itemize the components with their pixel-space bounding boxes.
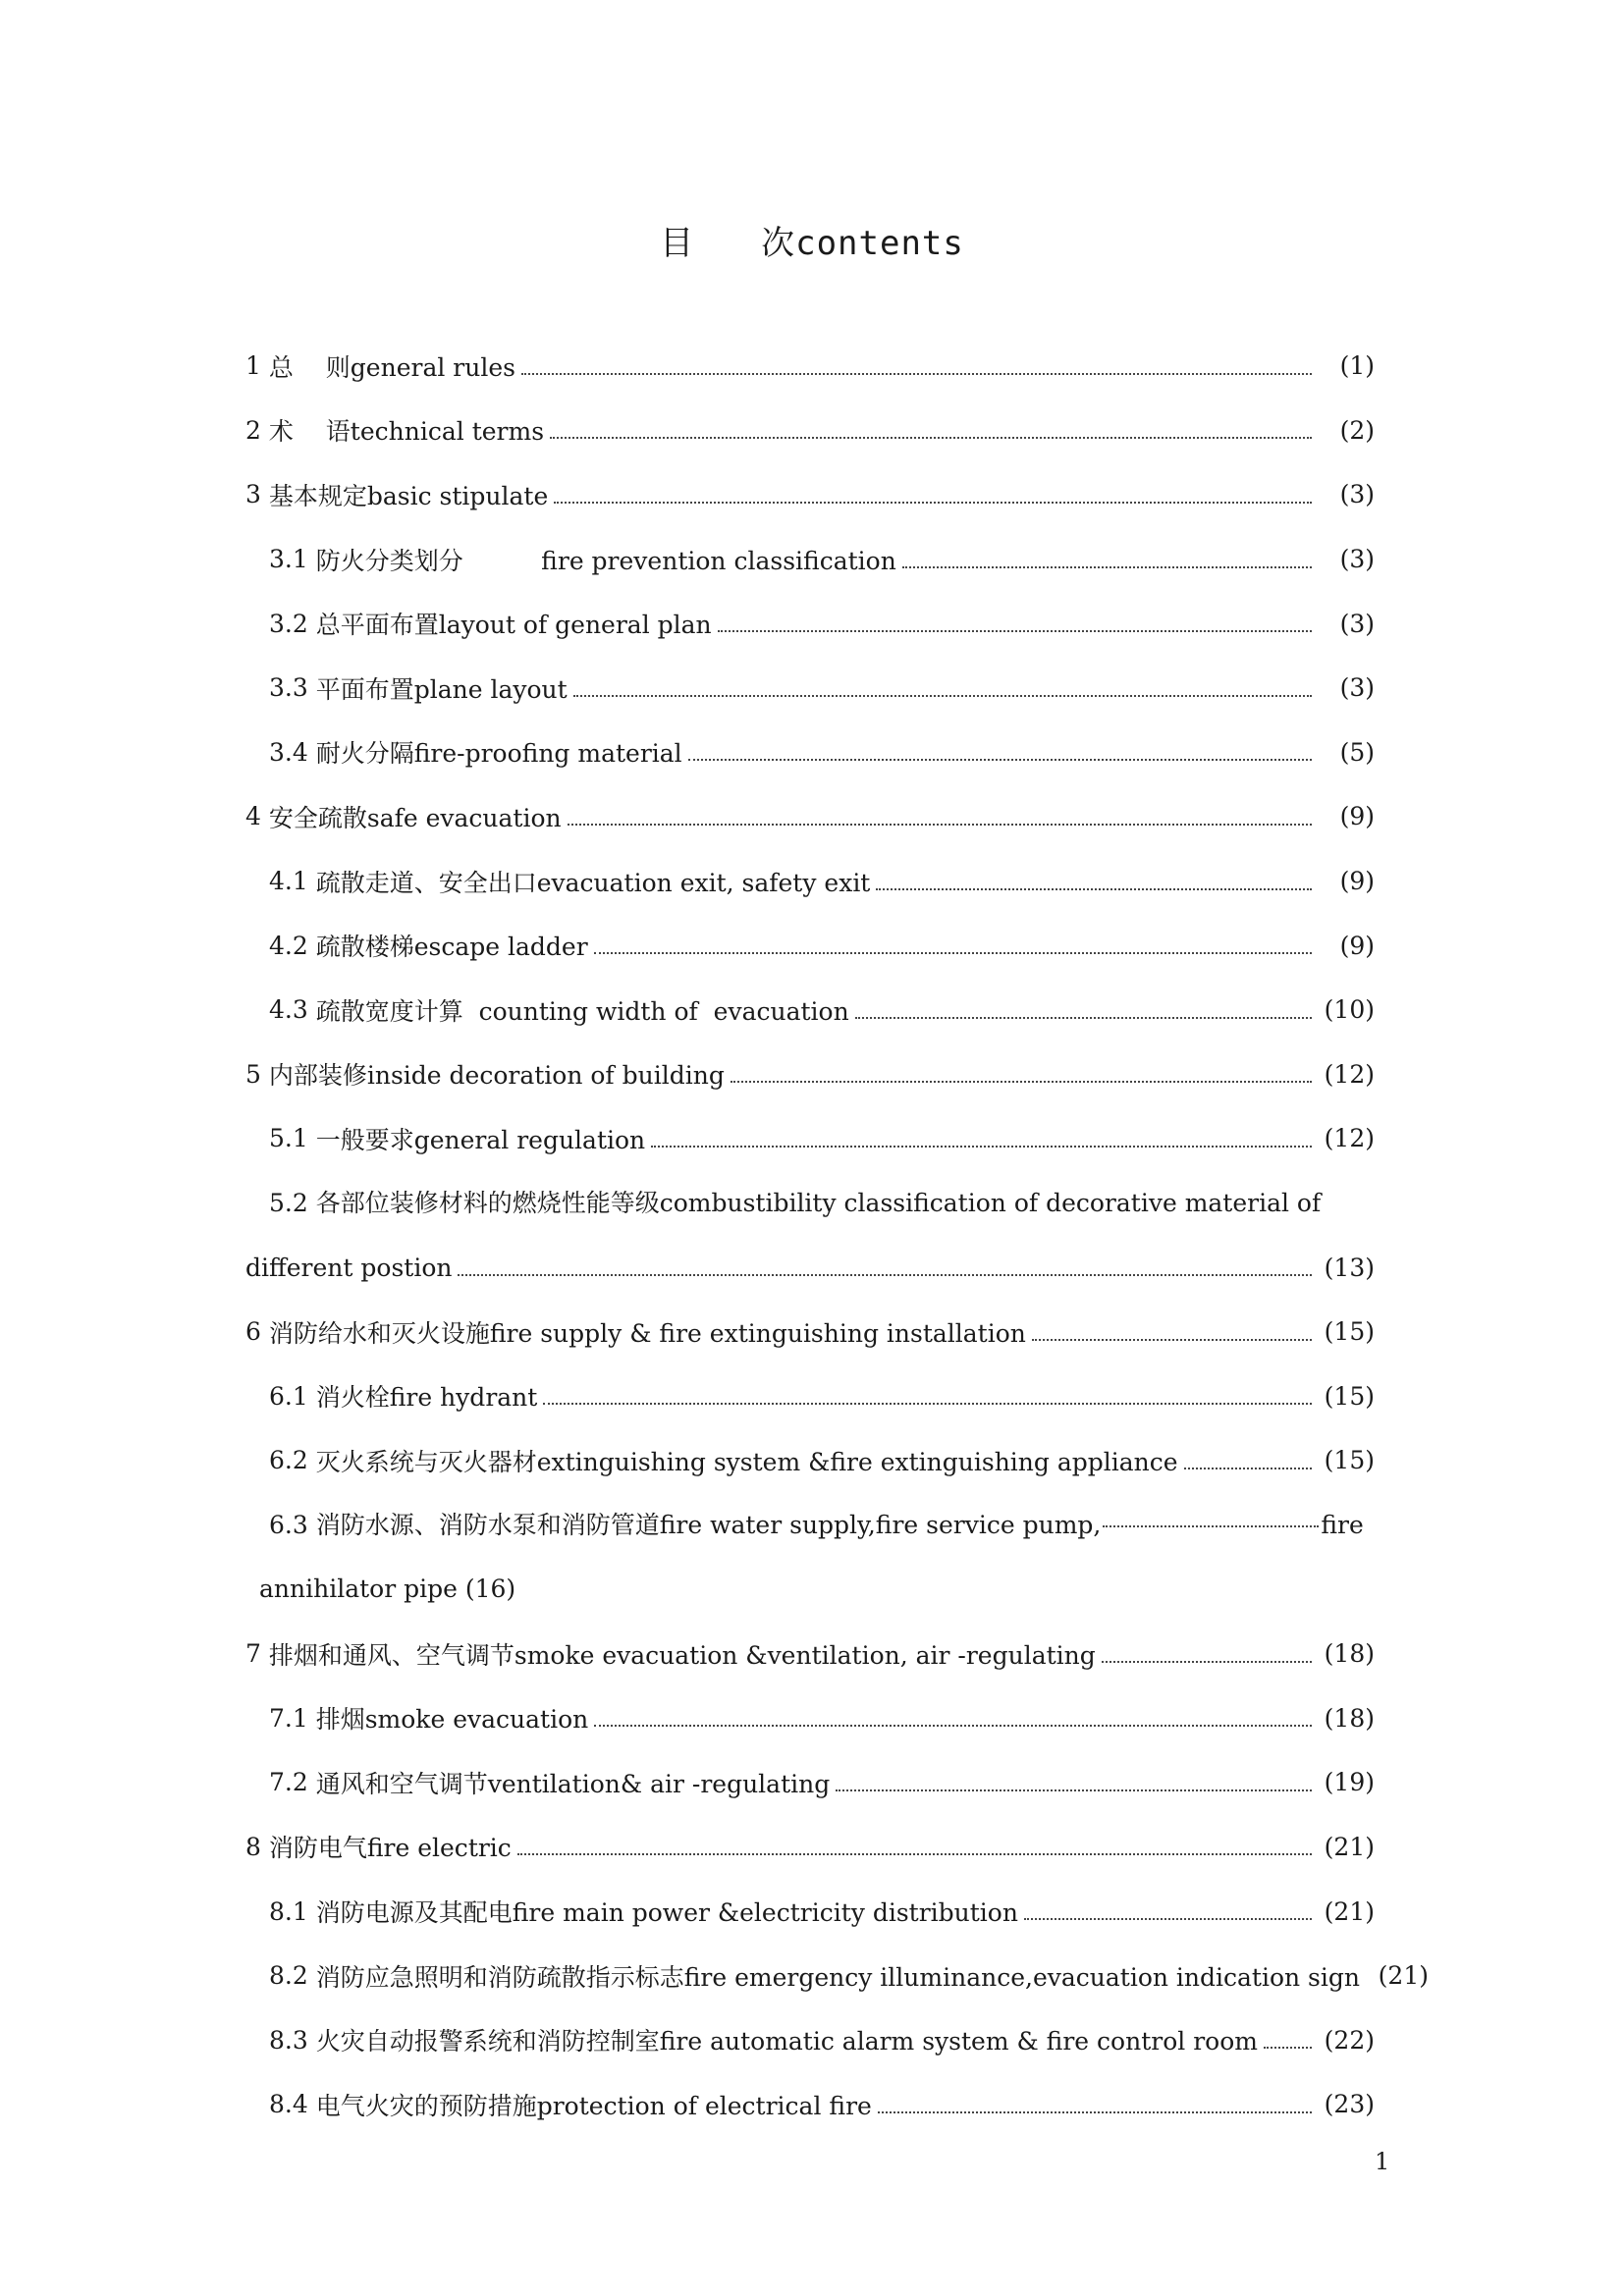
toc-entry-page: (9) xyxy=(1339,931,1375,960)
toc-entry-page: (18) xyxy=(1324,1703,1375,1733)
toc-entry-text: 排烟和通风、空气调节smoke evacuation &ventilation, air -regulating xyxy=(268,1640,1096,1670)
toc-entry-number: 8.4 xyxy=(269,2090,316,2119)
title-cn-2: 次 xyxy=(761,224,796,263)
toc-entry-page: (15) xyxy=(1324,1317,1375,1347)
toc-entry-page: (12) xyxy=(1324,1059,1375,1089)
toc-entry-text: 6.3 消防水源、消防水泵和消防管道fire water supply,fire service pump, xyxy=(269,1510,1102,1539)
dot-leader xyxy=(517,1853,1312,1855)
toc-entry-text: 消防电气fire electric xyxy=(268,1834,512,1863)
toc-entry-number: 8.3 xyxy=(269,2025,316,2055)
toc-entry-number: 2 xyxy=(245,415,269,445)
toc-entry-text: 疏散宽度计算 counting width of evacuation xyxy=(315,996,849,1026)
toc-entry-text: 总平面布置layout of general plan xyxy=(315,611,712,640)
toc-entry-number: 6 xyxy=(245,1317,269,1347)
toc-entry[interactable] xyxy=(245,1622,1375,1686)
toc-entry[interactable] xyxy=(245,1428,1375,1493)
toc-entry-page: (18) xyxy=(1324,1639,1375,1669)
dot-leader xyxy=(1184,1468,1312,1469)
toc-entry-number: 8 xyxy=(245,1832,269,1861)
toc-entry-page: (2) xyxy=(1339,415,1375,445)
toc-entry[interactable] xyxy=(245,1685,1375,1750)
toc-entry[interactable] xyxy=(245,1815,1375,1880)
toc-entry-text: 总 则general rules xyxy=(268,352,515,382)
toc-entry[interactable] xyxy=(245,1364,1375,1429)
toc-entry-number: 4.2 xyxy=(269,931,316,960)
toc-entry-number: 1 xyxy=(245,351,269,381)
toc-entry[interactable] xyxy=(245,849,1375,914)
dot-leader xyxy=(688,759,1312,761)
toc-entry-page: (3) xyxy=(1339,545,1375,574)
toc-entry-text: 火灾自动报警系统和消防控制室fire automatic alarm system & fire control room xyxy=(315,2027,1258,2056)
dot-leader xyxy=(1103,1525,1319,1527)
toc-entry[interactable] xyxy=(245,913,1375,978)
dot-leader xyxy=(876,888,1312,890)
toc-entry[interactable] xyxy=(245,721,1375,785)
toc-entry-number: 6.2 xyxy=(269,1446,316,1475)
toc-entry[interactable] xyxy=(245,1042,1375,1107)
toc-entry-number: 6.1 xyxy=(269,1381,316,1411)
dot-leader xyxy=(836,1789,1312,1791)
toc-entry-number: 3.3 xyxy=(269,673,316,703)
toc-entry-page: (9) xyxy=(1339,802,1375,831)
toc-entry-text: 内部装修inside decoration of building xyxy=(268,1061,725,1091)
toc-entry-text: 消防电源及其配电fire main power &electricity distribution xyxy=(315,1898,1018,1928)
toc-entry[interactable] xyxy=(245,1300,1375,1364)
dot-leader xyxy=(1102,1661,1312,1663)
dot-leader xyxy=(554,502,1312,504)
toc-entry[interactable] xyxy=(245,2007,1375,2072)
dot-leader xyxy=(568,824,1312,826)
toc-entry[interactable] xyxy=(245,1106,1375,1171)
toc-entry-page: (22) xyxy=(1324,2025,1375,2055)
toc-entry-page: (21) xyxy=(1378,1961,1429,1991)
toc-entry-text: 耐火分隔fire-proofing material xyxy=(315,739,682,769)
dot-leader xyxy=(1032,1339,1312,1341)
dot-leader xyxy=(521,373,1312,375)
dot-leader xyxy=(594,1725,1312,1727)
dot-leader xyxy=(1024,1918,1312,1920)
title-en: contents xyxy=(795,224,964,263)
toc-entry[interactable] xyxy=(245,462,1375,527)
toc-entry-text: 电气火灾的预防措施protection of electrical fire xyxy=(315,2091,872,2120)
toc-entry-page: (23) xyxy=(1324,2090,1375,2119)
toc-entry-number: 5.1 xyxy=(269,1124,316,1153)
toc-entry-number: 7 xyxy=(245,1639,269,1669)
toc-entry-page: (19) xyxy=(1324,1768,1375,1797)
toc-entry-text-cont: fire xyxy=(1321,1510,1364,1539)
toc-entry-text: 疏散走道、安全出口evacuation exit, safety exit xyxy=(315,868,871,897)
toc-entry-text: 灭火系统与灭火器材extinguishing system &fire extinguishing appliance xyxy=(315,1447,1178,1476)
toc-entry-page: (21) xyxy=(1324,1832,1375,1861)
toc-entry-number: 3.2 xyxy=(269,609,316,638)
toc-entry-text: 疏散楼梯escape ladder xyxy=(315,933,588,962)
toc-entry[interactable] xyxy=(245,399,1375,463)
toc-entry-text: 5.2 各部位装修材料的燃烧性能等级combustibility classification of decorative material of xyxy=(269,1188,1322,1217)
toc-entry-page: (15) xyxy=(1324,1446,1375,1475)
toc-entry-number: 5 xyxy=(245,1059,269,1089)
toc-entry-text: 术 语technical terms xyxy=(268,417,545,447)
toc-entry-text: 平面布置plane layout xyxy=(315,674,568,704)
dot-leader xyxy=(855,1017,1312,1019)
toc-entry[interactable] xyxy=(245,334,1375,399)
toc-entry-text: 通风和空气调节ventilation& air -regulating xyxy=(315,1769,831,1798)
toc-entry[interactable] xyxy=(245,1750,1375,1815)
toc-entry-number: 3.1 xyxy=(269,545,316,574)
toc-entry-text: 安全疏散safe evacuation xyxy=(268,803,562,832)
toc-entry[interactable] xyxy=(245,1944,1429,2008)
dot-leader xyxy=(550,437,1312,439)
toc-entry-page: (3) xyxy=(1339,609,1375,638)
toc-entry-text: 消防应急照明和消防疏散指示标志fire emergency illuminance,evacuation indication sign xyxy=(315,1962,1360,1992)
dot-leader xyxy=(1264,2047,1312,2049)
toc-entry-number: 7.2 xyxy=(269,1768,316,1797)
toc-entry-page: (1) xyxy=(1339,351,1375,381)
toc-entry[interactable] xyxy=(245,656,1375,721)
toc-entry[interactable] xyxy=(245,527,1375,592)
toc-entry-text: annihilator pipe (16) xyxy=(259,1575,516,1604)
toc-entry-number: 4 xyxy=(245,802,269,831)
toc-entry-text: 基本规定basic stipulate xyxy=(268,481,549,510)
toc-entry-number: 3.4 xyxy=(269,737,316,767)
toc-entry-6-3-line1[interactable] xyxy=(245,1493,1375,1558)
toc-entry-page: (13) xyxy=(1324,1253,1375,1282)
toc-entry-text: 排烟smoke evacuation xyxy=(315,1705,589,1735)
toc-entry-text: different postion xyxy=(245,1253,453,1282)
toc-entry-5-2-line1[interactable] xyxy=(245,1171,1375,1236)
toc-entry-page: (15) xyxy=(1324,1381,1375,1411)
dot-leader xyxy=(878,2111,1312,2113)
toc-entry[interactable] xyxy=(245,784,1375,849)
toc-entry-page: (3) xyxy=(1339,673,1375,703)
dot-leader xyxy=(902,566,1312,568)
toc-entry-page: (10) xyxy=(1324,995,1375,1025)
toc-entry-number: 4.1 xyxy=(269,867,316,896)
toc-entry[interactable] xyxy=(245,591,1375,656)
toc-entry-text: 消火栓fire hydrant xyxy=(315,1383,538,1413)
toc-entry-number: 3 xyxy=(245,480,269,509)
toc-entry-text: 消防给水和灭火设施fire supply & fire extinguishing installation xyxy=(268,1318,1026,1348)
toc-entry-text: 一般要求general regulation xyxy=(315,1125,646,1154)
toc-entry-page: (5) xyxy=(1339,737,1375,767)
toc-entry-6-3-line2[interactable] xyxy=(245,1557,1375,1622)
toc-entry-page: (21) xyxy=(1324,1896,1375,1926)
toc-entry-page: (9) xyxy=(1339,867,1375,896)
toc-entry-text: 防火分类划分 fire prevention classification xyxy=(315,546,896,575)
toc-entry[interactable] xyxy=(245,1879,1375,1944)
toc-entry[interactable] xyxy=(245,2072,1375,2137)
dot-leader xyxy=(543,1403,1312,1405)
toc-entry-page: (12) xyxy=(1324,1124,1375,1153)
page-title xyxy=(0,216,1624,264)
dot-leader xyxy=(718,630,1312,632)
table-of-contents xyxy=(245,334,1429,2137)
dot-leader xyxy=(731,1081,1312,1083)
dot-leader xyxy=(594,952,1312,954)
dot-leader xyxy=(458,1274,1312,1276)
toc-entry-5-2-line2[interactable] xyxy=(245,1235,1375,1300)
toc-entry-number: 8.2 xyxy=(269,1961,316,1991)
toc-entry-number: 8.1 xyxy=(269,1896,316,1926)
page-number: 1 xyxy=(1375,2148,1390,2175)
toc-entry-number: 7.1 xyxy=(269,1703,316,1733)
toc-entry[interactable] xyxy=(245,978,1375,1042)
dot-leader xyxy=(651,1146,1312,1148)
title-cn-1: 目 xyxy=(660,224,695,263)
toc-entry-page: (3) xyxy=(1339,480,1375,509)
toc-entry-number: 4.3 xyxy=(269,995,316,1025)
dot-leader xyxy=(573,695,1312,697)
